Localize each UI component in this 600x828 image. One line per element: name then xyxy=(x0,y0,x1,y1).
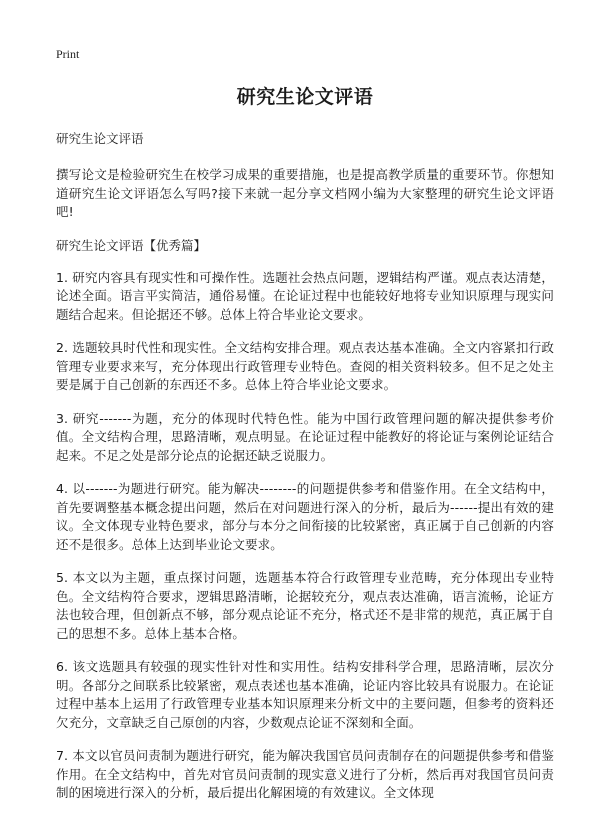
comment-item-5: 5. 本文以为主题，重点探讨问题，选题基本符合行政管理专业范畴，充分体现出专业特色。全文结构符合要求，逻辑思路清晰，论据较充分，观点表达准确，语言流畅，论证方法也较合理，但创新点不够，部分观点论证不充分，格式还不是非常的规范，真正属于自己的思想不多。总体上基本合格。 xyxy=(56,570,554,641)
subtitle: 研究生论文评语 xyxy=(56,131,144,146)
intro-paragraph: 撰写论文是检验研究生在校学习成果的重要措施，也是提高教学质量的重要环节。你想知道研究生论文评语怎么写吗?接下来就一起分享文档网小编为大家整理的研究生论文评语吧! xyxy=(56,167,554,219)
print-label: Print xyxy=(56,47,80,61)
section-heading: 研究生论文评语【优秀篇】 xyxy=(56,237,207,253)
comment-item-6: 6. 该文选题具有较强的现实性针对性和实用性。结构安排科学合理，思路清晰，层次分明。各部分之间联系比较紧密，观点表述也基本准确，论证内容比较具有说服力。在论证过程中基本上运用了行政管理专业基本知识原理来分析文中的主要问题，但参考的资料还欠充分，文章缺乏自己原创的内容，少数观点论证不深刻和全面。 xyxy=(56,659,554,730)
comment-item-3: 3. 研究-------为题，充分的体现时代特色性。能为中国行政管理问题的解决提供参考价值。全文结构合理，思路清晰，观点明显。在论证过程中能教好的将论证与案例论证结合起来。不足之处是部分论点的论据还缺乏说服力。 xyxy=(56,410,554,463)
comment-item-7: 7. 本文以官员问责制为题进行研究，能为解决我国官员问责制存在的问题提供参考和借鉴作用。在全文结构中，首先对官员问责制的现实意义进行了分析，然后再对我国官员问责制的困境进行深入的分析，最后提出化解困境的有效建议。全文体现 xyxy=(56,748,554,800)
comment-item-4: 4. 以-------为题进行研究。能为解决--------的问题提供参考和借鉴作用。在全文结构中，首先要调整基本概念提出问题，然后在对问题进行深入的分析，最后为------提出有效的建议。全文体现专业特色要求，部分与本分之间衔接的比较紧密，真正属于自己创新的内容还不是很多。总体上达到毕业论文要求。 xyxy=(56,481,554,552)
comment-item-1: 1. 研究内容具有现实性和可操作性。选题社会热点问题，逻辑结构严谨。观点表达清楚，论述全面。语言平实简洁，通俗易懂。在论证过程中也能较好地将专业知识原理与现实问题结合起来。但论据还不够。总体上符合毕业论文要求。 xyxy=(56,269,554,322)
page-title: 研究生论文评语 xyxy=(236,86,374,108)
comment-item-2: 2. 选题较具时代性和现实性。全文结构安排合理。观点表达基本准确。全文内容紧扣行政管理专业要求来写，充分体现出行政管理专业特色。查阅的相关资料较多。但不足之处主要是属于自己创新的东西还不多。总体上符合毕业论文要求。 xyxy=(56,340,554,392)
